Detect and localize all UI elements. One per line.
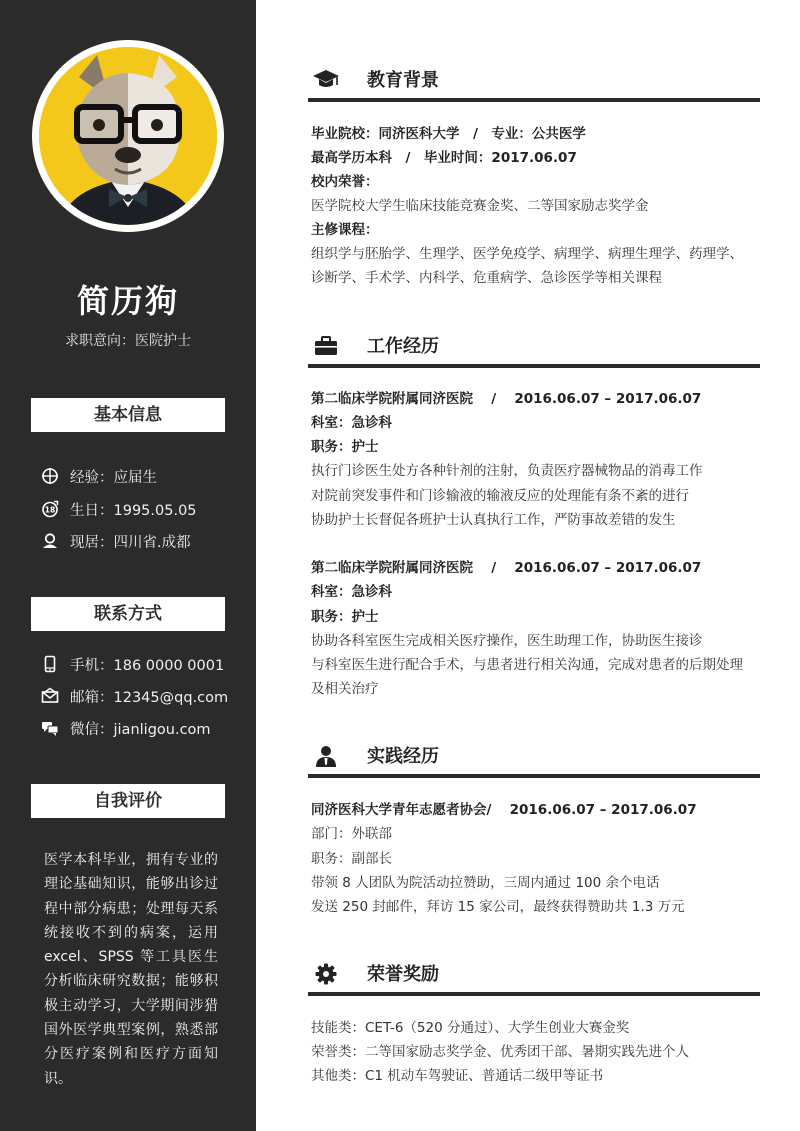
education-courses-line: 诊断学、手术学、内科学、危重病学、急诊医学等相关课程 [311,270,662,286]
practice-dept: 部门：外联部 [311,826,392,842]
education-section-title: 教育背景 [308,64,760,100]
section-divider [308,992,760,996]
job-duty: 对院前突发事件和门诊输液的输液反应的处理能有条不紊的进行 [311,488,689,504]
job-duty: 协助护士长督促各班护士认真执行工作，严防事故差错的发生 [311,512,676,528]
birthday-item: 18 生日：1995.05.05 [40,499,197,519]
avatar-frame [32,40,224,232]
graduation-cap-icon [312,68,340,92]
self-eval-text: 医学本科毕业，拥有专业的理论基础知识，能够出诊过程中部分病患；处理每天系统接收不到的病案，运用excel、SPSS 等工具医生分析临床研究数据；能够积极主动学习，大学期间涉猎国外医学典型案例，熟悉部分医疗案例和医疗方面知识。 [44,852,218,1087]
section-divider [308,364,760,368]
practice-detail: 发送 250 封邮件，拜访 15 家公司，最终获得赞助共 1.3 万元 [311,899,685,915]
job-header: 第二临床学院附属同济医院 / 2016.06.07 – 2017.06.07 [311,560,702,576]
wechat-item: 微信：jianligou.com [40,718,211,738]
job-duty: 及相关治疗 [311,681,379,697]
phone-item: 手机：186 0000 0001 [40,654,224,674]
job-duty: 与科室医生进行配合手术，与患者进行相关沟通，完成对患者的后期处理 [311,657,743,673]
practice-detail: 带领 8 人团队为院活动拉赞助，三周内通过 100 余个电话 [311,875,660,891]
location-pin-icon [40,531,60,551]
practice-header: 同济医科大学青年志愿者协会/ 2016.06.07 – 2017.06.07 [311,802,697,818]
education-degree-date: 最高学历本科 / 毕业时间：2017.06.07 [311,150,577,166]
education-honors-label: 校内荣誉： [311,174,379,190]
job-dept: 科室：急诊科 [311,584,392,600]
sidebar [0,0,256,1131]
section-divider [308,98,760,102]
wechat-icon [40,718,60,738]
job-duty: 协助各科室医生完成相关医疗操作，医生助理工作，协助医生接诊 [311,633,703,649]
experience-item: 经验：应届生 [40,466,157,486]
section-divider [308,774,760,778]
education-school-major: 毕业院校：同济医科大学 / 专业：公共医学 [311,126,586,142]
job-duty: 执行门诊医生处方各种针剂的注射，负责医疗器械物品的消毒工作 [311,463,703,479]
basic-info-heading: 基本信息 [31,398,225,432]
award-skill: 技能类：CET-6（520 分通过）、大学生创业大赛金奖 [311,1020,630,1036]
svg-text:18: 18 [44,505,56,515]
education-honors: 医学院校大学生临床技能竞赛金奖、二等国家励志奖学金 [311,198,649,214]
award-honor: 荣誉类：二等国家励志奖学金、优秀团干部、暑期实践先进个人 [311,1044,689,1060]
gear-icon [312,962,340,986]
candidate-name: 简历狗 [76,282,179,320]
avatar [39,47,217,225]
briefcase-icon [312,334,340,358]
age-18-icon [40,499,60,519]
person-tie-icon [312,744,340,768]
job-role: 职务：护士 [311,609,379,625]
education-courses-label: 主修课程： [311,222,379,238]
education-courses-line: 组织学与胚胎学、生理学、医学免疫学、病理学、病理生理学、药理学、 [311,246,743,262]
envelope-icon [40,686,60,706]
self-eval-heading: 自我评价 [31,784,225,818]
crosshair-icon [40,466,60,486]
mobile-phone-icon [40,654,60,674]
awards-section-title: 荣誉奖励 [308,958,760,994]
practice-role: 职务：副部长 [311,851,392,867]
practice-section-title: 实践经历 [308,740,760,776]
job-intent: 求职意向：医院护士 [65,333,191,349]
residence-item: 现居：四川省.成都 [40,531,191,551]
contact-heading: 联系方式 [31,597,225,631]
email-item: 邮箱：12345@qq.com [40,686,228,706]
award-other: 其他类：C1 机动车驾驶证、普通话二级甲等证书 [311,1068,604,1084]
job-dept: 科室：急诊科 [311,415,392,431]
work-section-title: 工作经历 [308,330,760,366]
job-role: 职务：护士 [311,439,379,455]
job-header: 第二临床学院附属同济医院 / 2016.06.07 – 2017.06.07 [311,391,702,407]
